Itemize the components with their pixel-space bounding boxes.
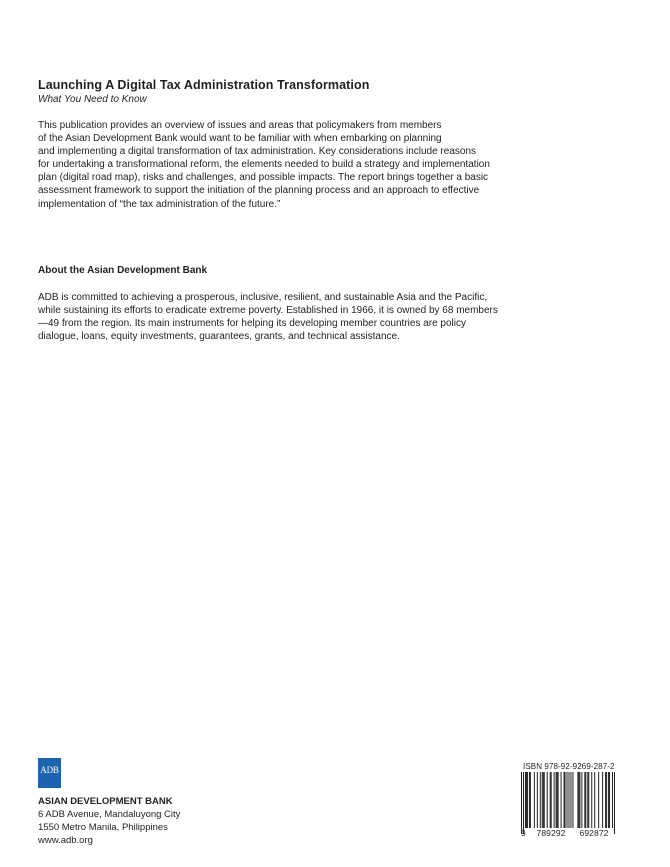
barcode-bar <box>523 772 524 834</box>
barcode-bar <box>594 772 595 828</box>
description-line: implementation of “the tax administration of the future.” <box>38 198 281 210</box>
barcode-bar <box>578 772 579 828</box>
description-line: for undertaking a transformational reform, the elements needed to build a strategy and implementation <box>38 159 490 171</box>
barcode-bar <box>561 772 562 828</box>
barcode-bar <box>565 772 566 828</box>
isbn-label: ISBN 978-92-9269-287-2 <box>523 762 615 771</box>
description-line: This publication provides an overview of issues and areas that policymakers from members <box>38 120 442 131</box>
barcode-bar <box>587 772 588 828</box>
adb-logo-text: ADB <box>40 765 59 775</box>
about-body <box>38 291 498 343</box>
barcode-bar <box>547 772 548 828</box>
barcode-bar <box>556 772 557 828</box>
barcode-bar <box>537 772 538 828</box>
barcode-bar <box>602 772 603 828</box>
publisher-address-line2: 1550 Metro Manila, Philippines <box>38 822 168 833</box>
barcode-bar <box>525 772 526 828</box>
barcode-bar <box>570 772 571 828</box>
description-line: plan (digital road map), risks and challenges, and possible impacts. The report brings together a basic <box>38 172 489 184</box>
barcode-bar <box>551 772 552 828</box>
barcode-bar <box>605 772 606 828</box>
description-line: assessment framework to support the initiation of the planning process and an approach to effective <box>38 185 480 197</box>
barcode-bar <box>588 772 589 828</box>
barcode-bar <box>614 772 615 834</box>
about-line: while sustaining its efforts to eradicate extreme poverty. Established in 1966, it is owned by 68 members <box>38 305 498 317</box>
barcode-bar <box>591 772 592 828</box>
publication-subtitle: What You Need to Know <box>38 94 147 105</box>
barcode-bar <box>540 772 541 828</box>
publication-description <box>38 119 490 211</box>
publisher-address-line1: 6 ADB Avenue, Mandaluyong City <box>38 809 181 820</box>
barcode-digits-left: 789292 <box>532 828 570 838</box>
barcode-bar <box>612 772 613 834</box>
barcode-bar <box>529 772 530 828</box>
description-line: of the Asian Development Bank would want to be familiar with when embarking on planning <box>38 133 442 145</box>
barcode-bar <box>542 772 543 828</box>
about-line: ADB is committed to achieving a prosperous, inclusive, resilient, and sustainable Asia and the Pacific, <box>38 292 488 303</box>
barcode-bar <box>530 772 531 828</box>
about-heading: About the Asian Development Bank <box>38 265 208 276</box>
barcode-bar <box>572 772 573 828</box>
barcode-bar <box>534 772 535 828</box>
publisher-name: ASIAN DEVELOPMENT BANK <box>38 796 173 807</box>
barcode-digit-first: 9 <box>521 828 526 838</box>
barcode-bar <box>526 772 527 828</box>
adb-logo <box>38 758 61 788</box>
barcode-bar <box>577 772 578 828</box>
barcode-bar <box>581 772 582 828</box>
publisher-website: www.adb.org <box>38 835 93 846</box>
barcode-bar <box>557 772 558 828</box>
isbn-barcode <box>520 772 616 834</box>
barcode-bar <box>550 772 551 828</box>
barcode-bar <box>567 772 568 834</box>
barcode-bar <box>609 772 610 828</box>
barcode-bar <box>527 772 528 828</box>
barcode-bar <box>579 772 580 828</box>
barcode-digits-right: 692872 <box>575 828 613 838</box>
barcode-bar <box>584 772 585 828</box>
barcode-bar <box>564 772 565 828</box>
about-line: dialogue, loans, equity investments, guarantees, grants, and technical assistance. <box>38 331 400 343</box>
barcode-bar <box>558 772 559 828</box>
barcode-bar <box>598 772 599 828</box>
barcode-bar <box>568 772 569 834</box>
barcode-bar <box>544 772 545 828</box>
publication-title: Launching A Digital Tax Administration Transformation <box>38 78 370 92</box>
barcode-bar <box>543 772 544 828</box>
barcode-bar <box>606 772 607 828</box>
about-line: —49 from the region. Its main instruments for helping its developing member countries are policy <box>38 318 466 330</box>
barcode-bar <box>585 772 586 828</box>
description-line: and implementing a digital transformation of tax administration. Key considerations include reasons <box>38 146 477 158</box>
barcode-bar <box>521 772 522 834</box>
barcode-bar <box>554 772 555 828</box>
barcode-bar <box>608 772 609 828</box>
